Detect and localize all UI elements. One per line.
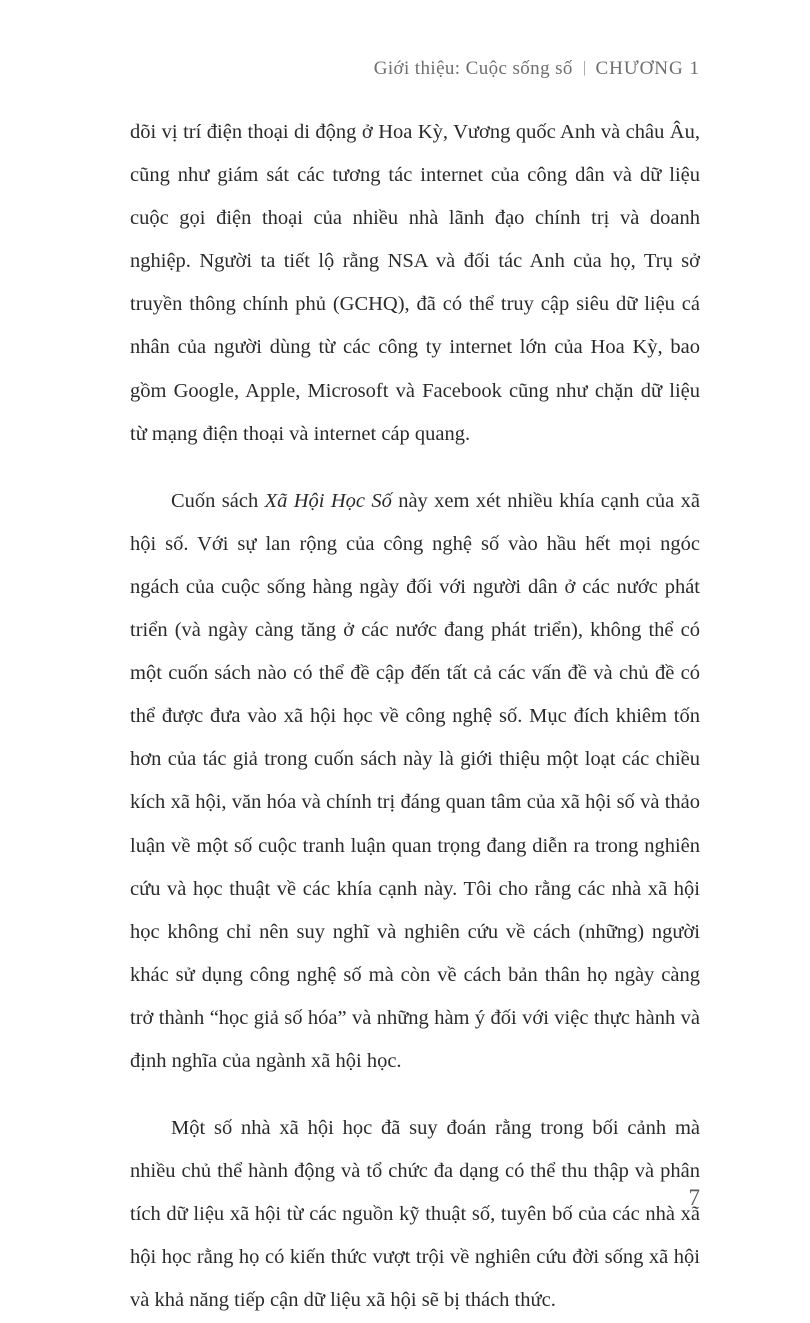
paragraph-sociologists: Một số nhà xã hội học đã suy đoán rằng trong bối cảnh mà nhiều chủ thể hành động và tổ chức đa dạng có thể thu thập và phân tích dữ liệu xã hội từ các nguồn kỹ thuật số, tuyên bố của các nhà xã hội học rằng họ có kiến thức vượt trội về nghiên cứu đời sống xã hội và khả năng tiếp cận dữ liệu xã hội sẽ bị thách thức. [130, 1117, 700, 1312]
page-number: 7 [688, 1185, 700, 1210]
running-head-section: Giới thiệu: Cuộc sống số [373, 58, 573, 79]
paragraph-text: này xem xét nhiều khía cạnh của xã hội số. Với sự lan rộng của công nghệ số vào hầu hết mọi ngóc ngách của cuộc sống hàng ngày đối với người dân ở các nước phát triển (và ngày càng tăng ở các nước đang phát triển), không thể có một cuốn sách nào có thể đề cập đến tất cả các vấn đề và chủ đề có thể được đưa vào xã hội học về công nghệ số. Mục đích khiêm tốn hơn của tác giả trong cuốn sách này là giới thiệu một loạt các chiều kích xã hội, văn hóa và chính trị đáng quan tâm của xã hội số và thảo luận về một số cuộc tranh luận quan trọng đang diễn ra trong nghiên cứu và học thuật về các khía cạnh này. Tôi cho rằng các nhà xã hội học không chỉ nên suy nghĩ và nghiên cứu về cách (những) người khác sử dụng công nghệ số mà còn về cách bản thân họ ngày càng trở thành “học giả số hóa” và những hàm ý đối với việc thực hành và định nghĩa của ngành xã hội học. [130, 489, 700, 1072]
body-text [130, 111, 700, 1323]
paragraph-book-intro [130, 480, 700, 1083]
book-title: Xã Hội Học Số [264, 489, 392, 512]
paragraph-text: Cuốn sách [171, 489, 265, 512]
running-head-chapter: CHƯƠNG 1 [595, 58, 700, 79]
running-head [374, 58, 700, 80]
paragraph-continued: dõi vị trí điện thoại di động ở Hoa Kỳ, Vương quốc Anh và châu Âu, cũng như giám sát các tương tác internet của công dân và dữ liệu cuộc gọi điện thoại của nhiều nhà lãnh đạo chính trị và doanh nghiệp. Người ta tiết lộ rằng NSA và đối tác Anh của họ, Trụ sở truyền thông chính phủ (GCHQ), đã có thể truy cập siêu dữ liệu cá nhân của người dùng từ các công ty internet lớn của Hoa Kỳ, bao gồm Google, Apple, Microsoft và Facebook cũng như chặn dữ liệu từ mạng điện thoại và internet cáp quang. [130, 121, 700, 445]
running-head-separator: | [582, 59, 587, 76]
